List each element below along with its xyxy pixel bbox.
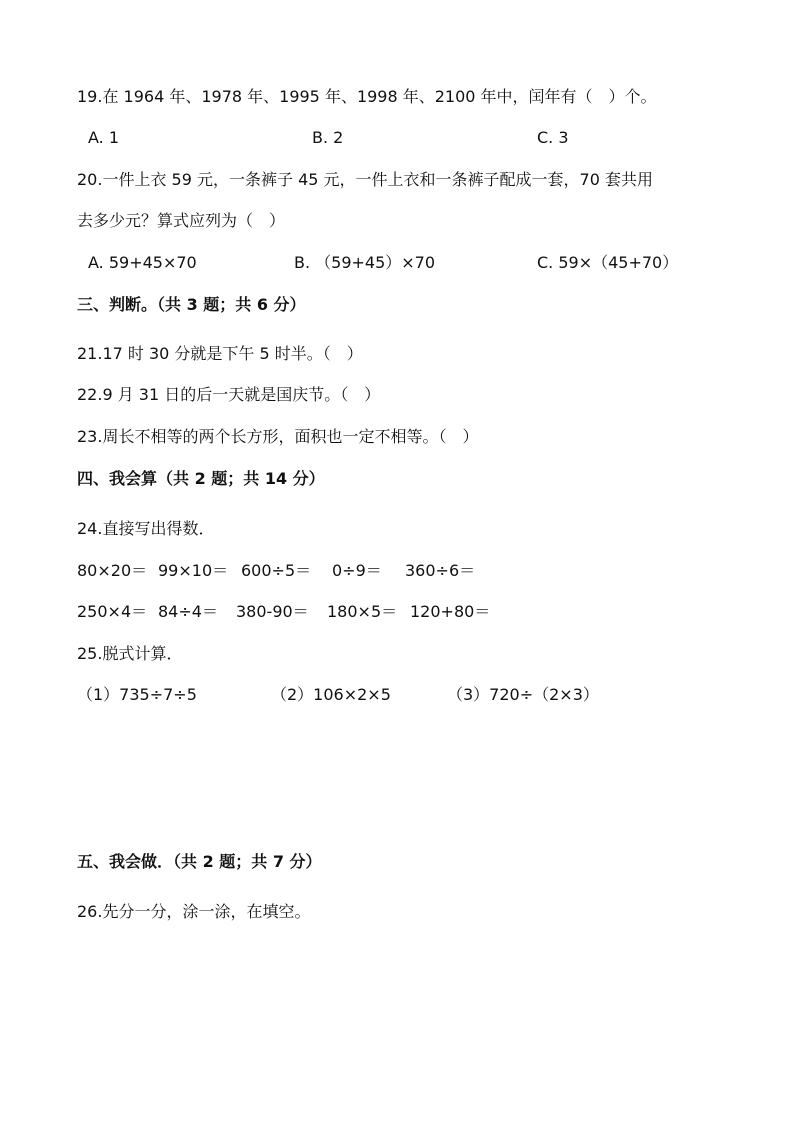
question-19-text: 19.在 1964 年、1978 年、1995 年、1998 年、2100 年中，闰年有（ ）个。 (77, 87, 657, 106)
question-19-option-a: A. 1 (88, 128, 120, 147)
question-24-title: 24.直接写出得数． (77, 519, 215, 538)
question-26-text: 26.先分一分，涂一涂，在填空。 (77, 902, 311, 921)
calc-item: 380-90＝ (236, 602, 309, 621)
question-25-item-3: （3）720÷（2×3） (447, 685, 599, 704)
calc-item: 80×20＝ (77, 561, 148, 580)
question-25-item-2: （2）106×2×5 (271, 685, 391, 704)
section-5-heading: 五、我会做．（共 2 题；共 7 分） (77, 852, 322, 871)
section-3-heading: 三、判断。（共 3 题；共 6 分） (77, 295, 306, 314)
question-21-text: 21.17 时 30 分就是下午 5 时半。（ ） (77, 344, 363, 363)
question-25-title: 25.脱式计算． (77, 644, 183, 663)
question-20-option-a: A. 59+45×70 (88, 253, 197, 272)
section-4-heading: 四、我会算（共 2 题；共 14 分） (77, 469, 325, 488)
calc-item: 120+80＝ (410, 602, 491, 621)
question-19-option-b: B. 2 (312, 128, 344, 147)
question-23-text: 23.周长不相等的两个长方形，面积也一定不相等。（ ） (77, 427, 479, 446)
question-22-text: 22.9 月 31 日的后一天就是国庆节。（ ） (77, 385, 381, 404)
calc-item: 600÷5＝ (241, 561, 312, 580)
calc-item: 99×10＝ (158, 561, 229, 580)
question-20-line-1: 20.一件上衣 59 元，一条裤子 45 元，一件上衣和一条裤子配成一套，70 套共用 (77, 170, 653, 189)
question-20-option-b: B. （59+45）×70 (294, 253, 436, 272)
calc-item: 360÷6＝ (405, 561, 476, 580)
question-20-line-2: 去多少元？算式应列为（ ） (77, 211, 286, 230)
calc-item: 0÷9＝ (332, 561, 382, 580)
question-25-item-1: （1）735÷7÷5 (77, 685, 197, 704)
calc-item: 250×4＝ (77, 602, 148, 621)
question-19-option-c: C. 3 (537, 128, 569, 147)
question-20-option-c: C. 59×（45+70） (537, 253, 679, 272)
calc-item: 84÷4＝ (158, 602, 218, 621)
calc-item: 180×5＝ (327, 602, 398, 621)
